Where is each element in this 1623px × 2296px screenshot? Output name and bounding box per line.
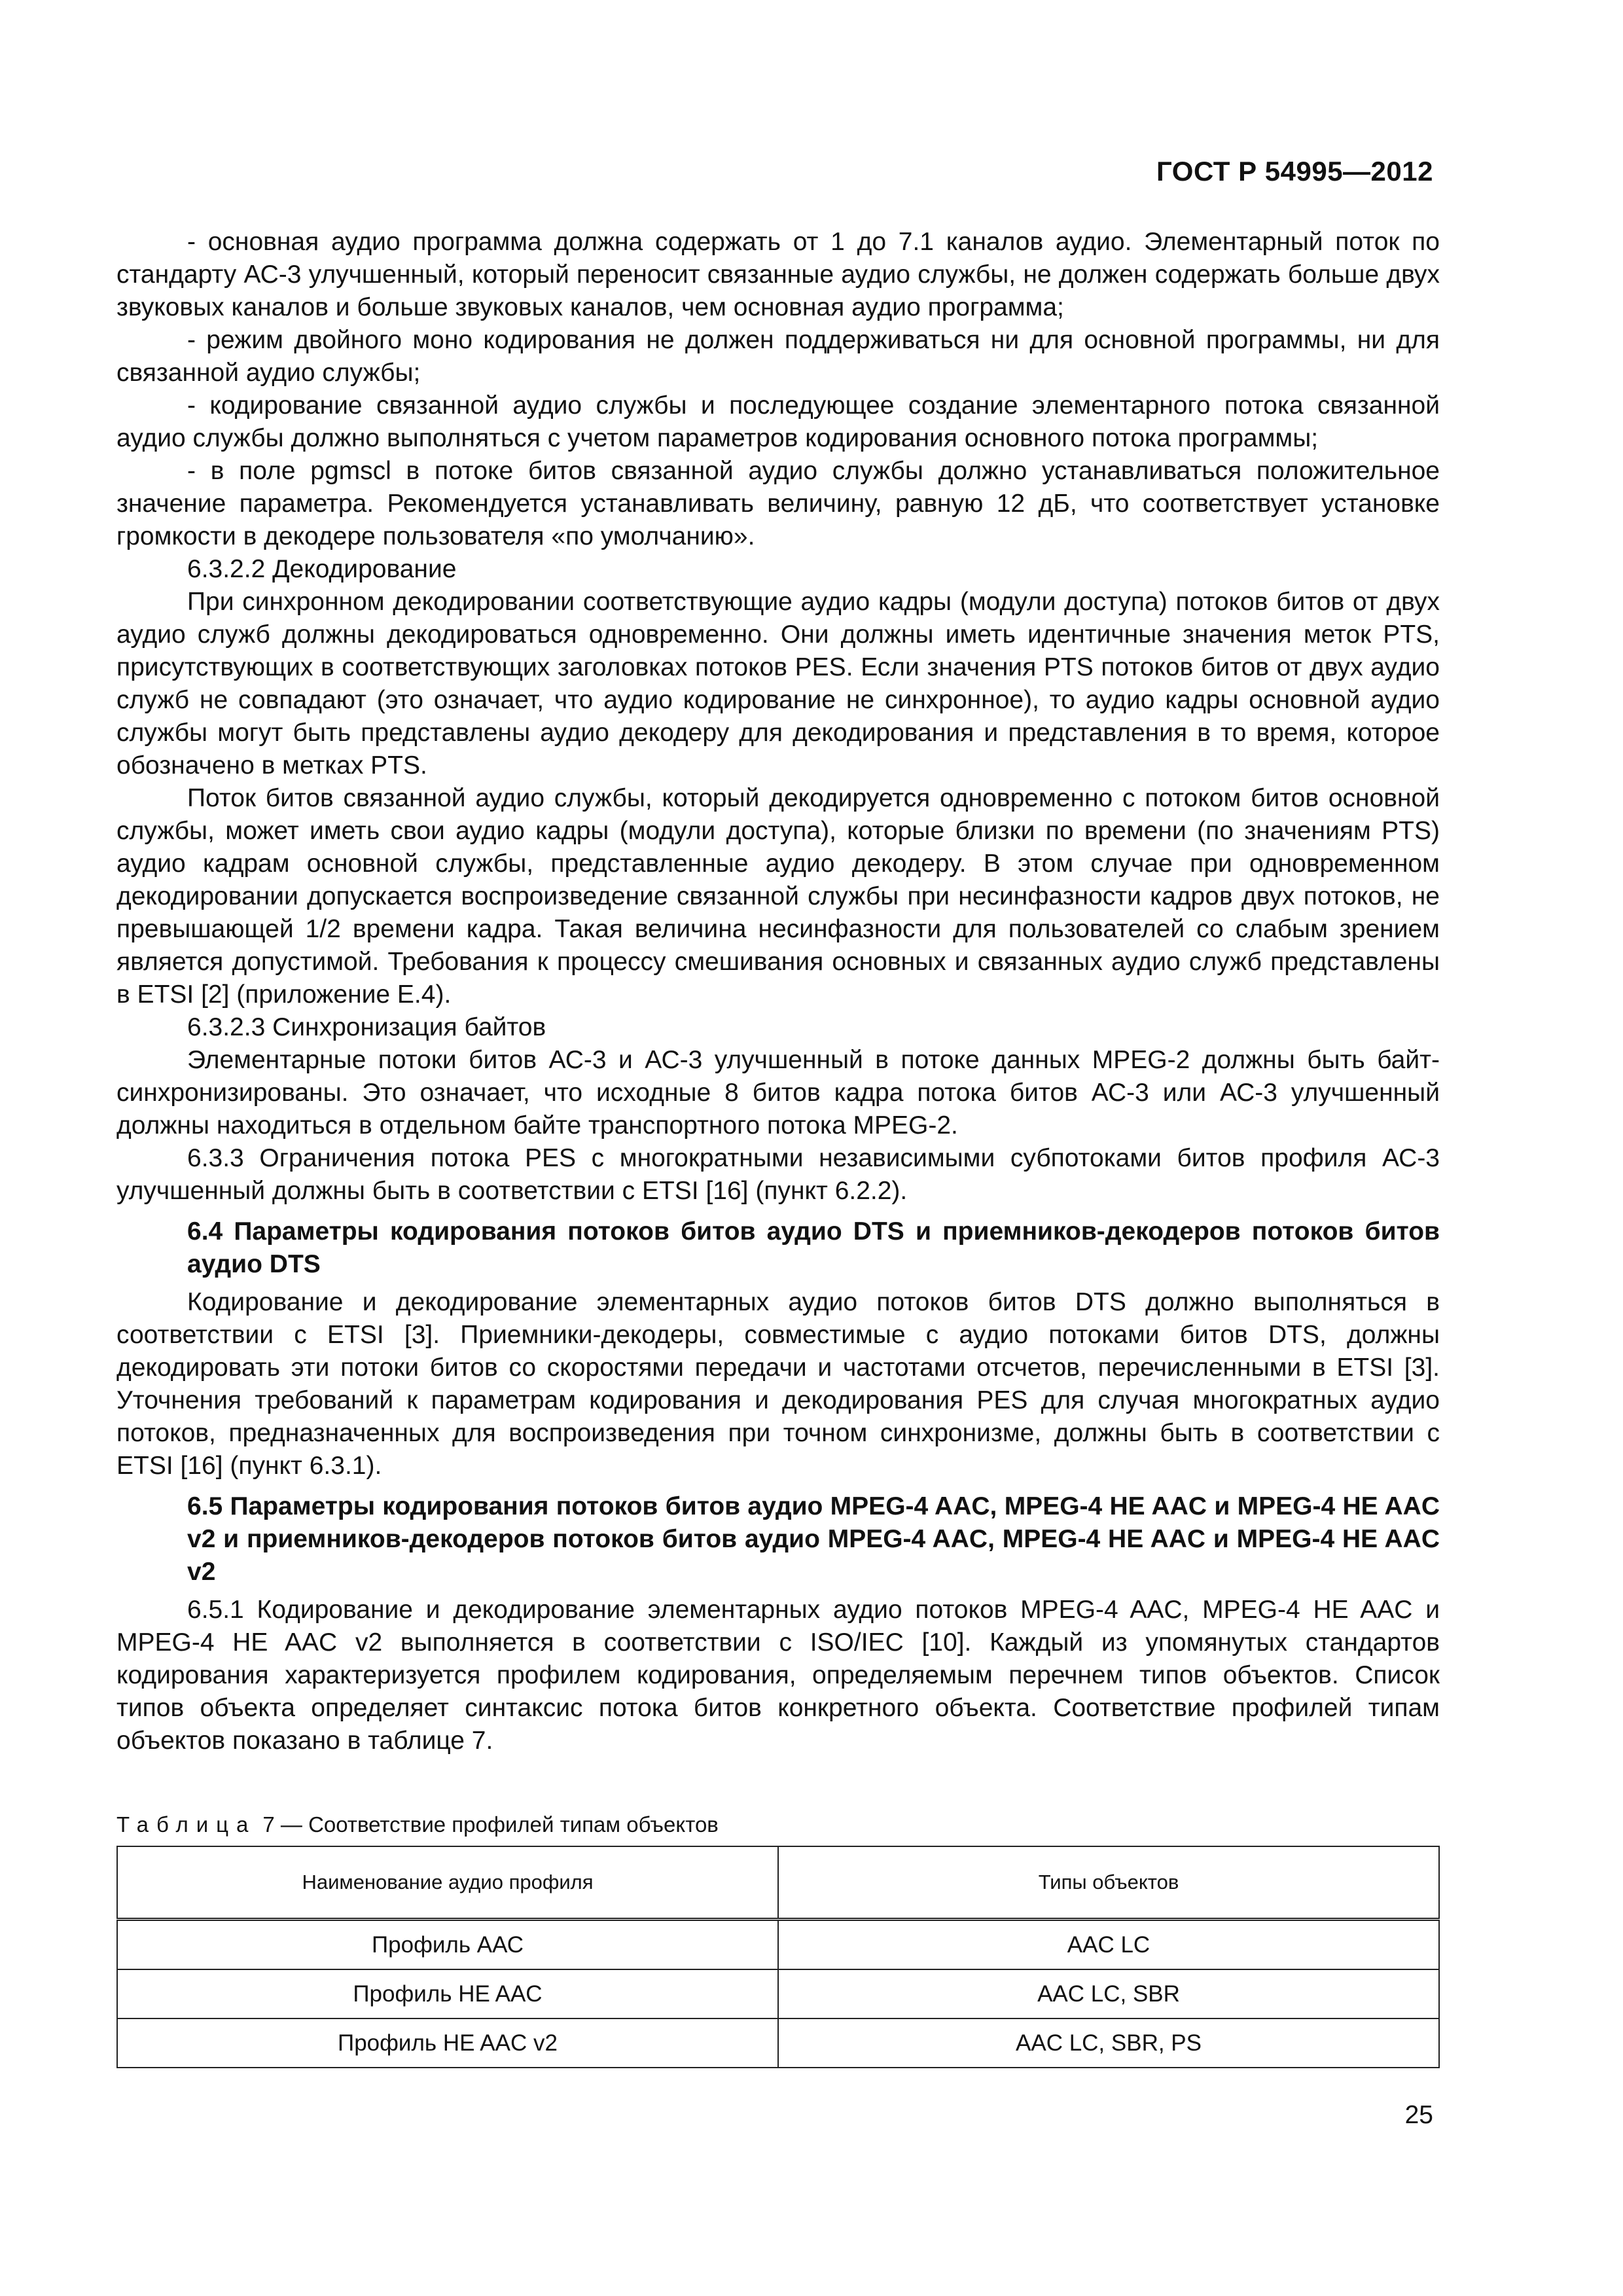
table-cell: AAC LC [778,1920,1439,1970]
standard-designation: ГОСТ Р 54995—2012 [1156,156,1433,187]
table-cell: Профиль HE AAC [117,1969,778,2018]
paragraph: 6.5.1 Кодирование и декодирование элементарных аудио потоков MPEG-4 AAC, MPEG-4 HE AAC и MPEG-4 HE AAC v2 выполняется в соответствии с ISO/IEC [10]. Каждый из упомянутых стандартов кодирования характеризуется профилем кодирования, определяемым перечнем типов объектов. Список типов объекта определяет синтаксис потока битов конкретного объекта. Соответствие профилей типам объектов показано в таблице 7. [116,1596,1440,1755]
body-text [116,226,1440,1757]
table-header-row [117,1846,1439,1920]
table-row [117,1920,1439,1970]
table-label: Таблица [116,1812,257,1837]
table-caption [116,1812,719,1838]
list-item: - кодирование связанной аудио службы и последующее создание элементарного потока связанной аудио службы должно выполняться с учетом параметров кодирования основного потока программы; [116,391,1440,452]
paragraph: Кодирование и декодирование элементарных аудио потоков битов DTS должно выполняться в соответствии с ETSI [3]. Приемники-декодеры, совместимые с аудио потоками битов DTS, должны декодировать эти потоки битов со скоростями передачи и частотами отсчетов, перечисленными в ETSI [3]. Уточнения требований к параметрам кодирования и декодирования PES для случая многократных аудио потоков, предназначенных для воспроизведения при точном синхронизме, должны быть в соответствии с ETSI [16] (пункт 6.3.1). [116,1288,1440,1480]
profile-object-table [116,1846,1440,2068]
subsection-title: 6.3.2.3 Синхронизация байтов [187,1013,546,1041]
table-cell: Профиль ААС [117,1920,778,1970]
table-row [117,1969,1439,2018]
table-cell: AAC LC, SBR [778,1969,1439,2018]
paragraph: Поток битов связанной аудио службы, который декодируется одновременно с потоком битов основной службы, может иметь свои аудио кадры (модули доступа), которые близки по времени (по значениям PTS) аудио кадрам основной службы, представленные аудио декодеру. В этом случае при одновременном декодировании допускается воспроизведение связанной службы при несинфазности кадров двух потоков, не превышающей 1/2 времени кадра. Такая величина несинфазности для пользователей со слабым зрением является допустимой. Требования к процессу смешивания основных и связанных аудио служб представлены в ETSI [2] (приложение Е.4). [116,784,1440,1009]
list-item: - режим двойного моно кодирования не должен поддерживаться ни для основной программы, ни для связанной аудио службы; [116,326,1440,387]
list-item: - в поле pgmscl в потоке битов связанной аудио службы должно устанавливаться положительное значение параметра. Рекомендуется устанавливать величину, равную 12 дБ, что соответствует установке громкости в декодере пользователя «по умолчанию». [116,457,1440,550]
table-caption-text: 7 — Соответствие профилей типам объектов [262,1812,719,1837]
paragraph: 6.3.3 Ограничения потока PES с многократными независимыми субпотоками битов профиля АС-3 улучшенный должны быть в соответствии с ETSI [16] (пункт 6.2.2). [116,1144,1440,1205]
paragraph: Элементарные потоки битов АС-3 и АС-3 улучшенный в потоке данных MPEG-2 должны быть байт-синхронизированы. Это означает, что исходные 8 битов кадра потока битов АС-3 или АС-3 улучшенный должны находиться в отдельном байте транспортного потока MPEG-2. [116,1046,1440,1139]
page-number: 25 [1404,2101,1433,2129]
column-header: Наименование аудио профиля [117,1846,778,1920]
section-heading-6-5: 6.5 Параметры кодирования потоков битов аудио MPEG-4 AAC, MPEG-4 HE AAC и MPEG-4 HE AAC v2 и приемников-декодеров потоков битов аудио MPEG-4 AAC, MPEG-4 HE AAC и MPEG-4 HE AAC v2 [187,1492,1440,1586]
section-heading-6-4: 6.4 Параметры кодирования потоков битов аудио DTS и приемников-декодеров потоков битов аудио DTS [187,1217,1440,1278]
table-cell: AAC LC, SBR, PS [778,2018,1439,2068]
subsection-title: 6.3.2.2 Декодирование [187,555,457,583]
list-item: - основная аудио программа должна содержать от 1 до 7.1 каналов аудио. Элементарный поток по стандарту АС-3 улучшенный, который переносит связанные аудио службы, не должен содержать больше двух звуковых каналов и больше звуковых каналов, чем основная аудио программа; [116,228,1440,321]
table-row [117,2018,1439,2068]
paragraph: При синхронном декодировании соответствующие аудио кадры (модули доступа) потоков битов от двух аудио служб должны декодироваться одновременно. Они должны иметь идентичные значения меток PTS, присутствующих в соответствующих заголовках потоков PES. Если значения PTS потоков битов от двух аудио служб не совпадают (это означает, что аудио кодирование не синхронное), то аудио кадры основной аудио службы могут быть представлены аудио декодеру для декодирования и представления в то время, которое обозначено в метках PTS. [116,588,1440,780]
column-header: Типы объектов [778,1846,1439,1920]
table-cell: Профиль HE AAC v2 [117,2018,778,2068]
